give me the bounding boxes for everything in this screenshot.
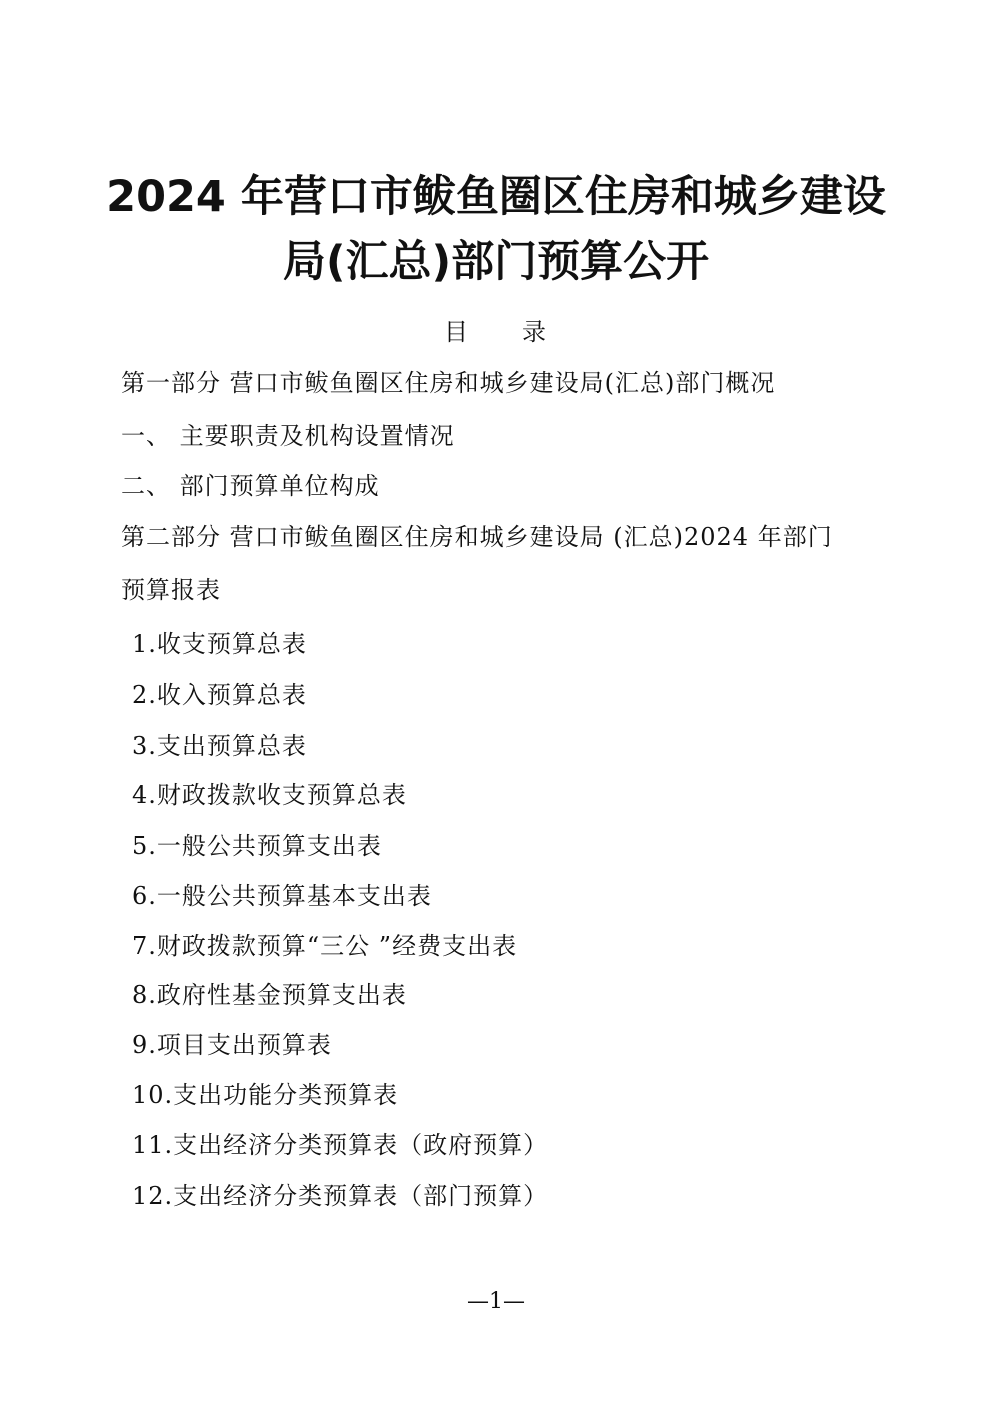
- toc-item-7: 7.财政拨款预算“三公 ”经费支出表: [132, 932, 518, 960]
- part1-heading: 第一部分 营口市鲅鱼圈区住房和城乡建设局(汇总)部门概况: [121, 369, 776, 397]
- toc-heading: 目 录: [444, 318, 548, 346]
- part1-item-1: 一、 主要职责及机构设置情况: [121, 422, 455, 450]
- part2-heading-line-1: 第二部分 营口市鲅鱼圈区住房和城乡建设局 (汇总)2024 年部门: [121, 523, 833, 551]
- document-title-line-1: 2024 年营口市鲅鱼圈区住房和城乡建设: [106, 172, 886, 222]
- part2-heading-line-2: 预算报表: [121, 576, 221, 604]
- toc-item-11: 11.支出经济分类预算表（政府预算）: [132, 1131, 549, 1159]
- toc-item-3: 3.支出预算总表: [132, 732, 307, 760]
- document-title-line-2: 局(汇总)部门预算公开: [282, 237, 710, 287]
- toc-item-12: 12.支出经济分类预算表（部门预算）: [132, 1182, 549, 1210]
- toc-item-8: 8.政府性基金预算支出表: [132, 981, 407, 1009]
- toc-item-10: 10.支出功能分类预算表: [132, 1081, 399, 1109]
- toc-item-4: 4.财政拨款收支预算总表: [132, 781, 407, 809]
- toc-item-6: 6.一般公共预算基本支出表: [132, 882, 432, 910]
- toc-item-1: 1.收支预算总表: [132, 630, 307, 658]
- toc-item-9: 9.项目支出预算表: [132, 1031, 332, 1059]
- part1-item-2: 二、 部门预算单位构成: [121, 472, 380, 500]
- toc-item-2: 2.收入预算总表: [132, 681, 307, 709]
- toc-item-5: 5.一般公共预算支出表: [132, 832, 382, 860]
- page-number: —1—: [467, 1289, 525, 1314]
